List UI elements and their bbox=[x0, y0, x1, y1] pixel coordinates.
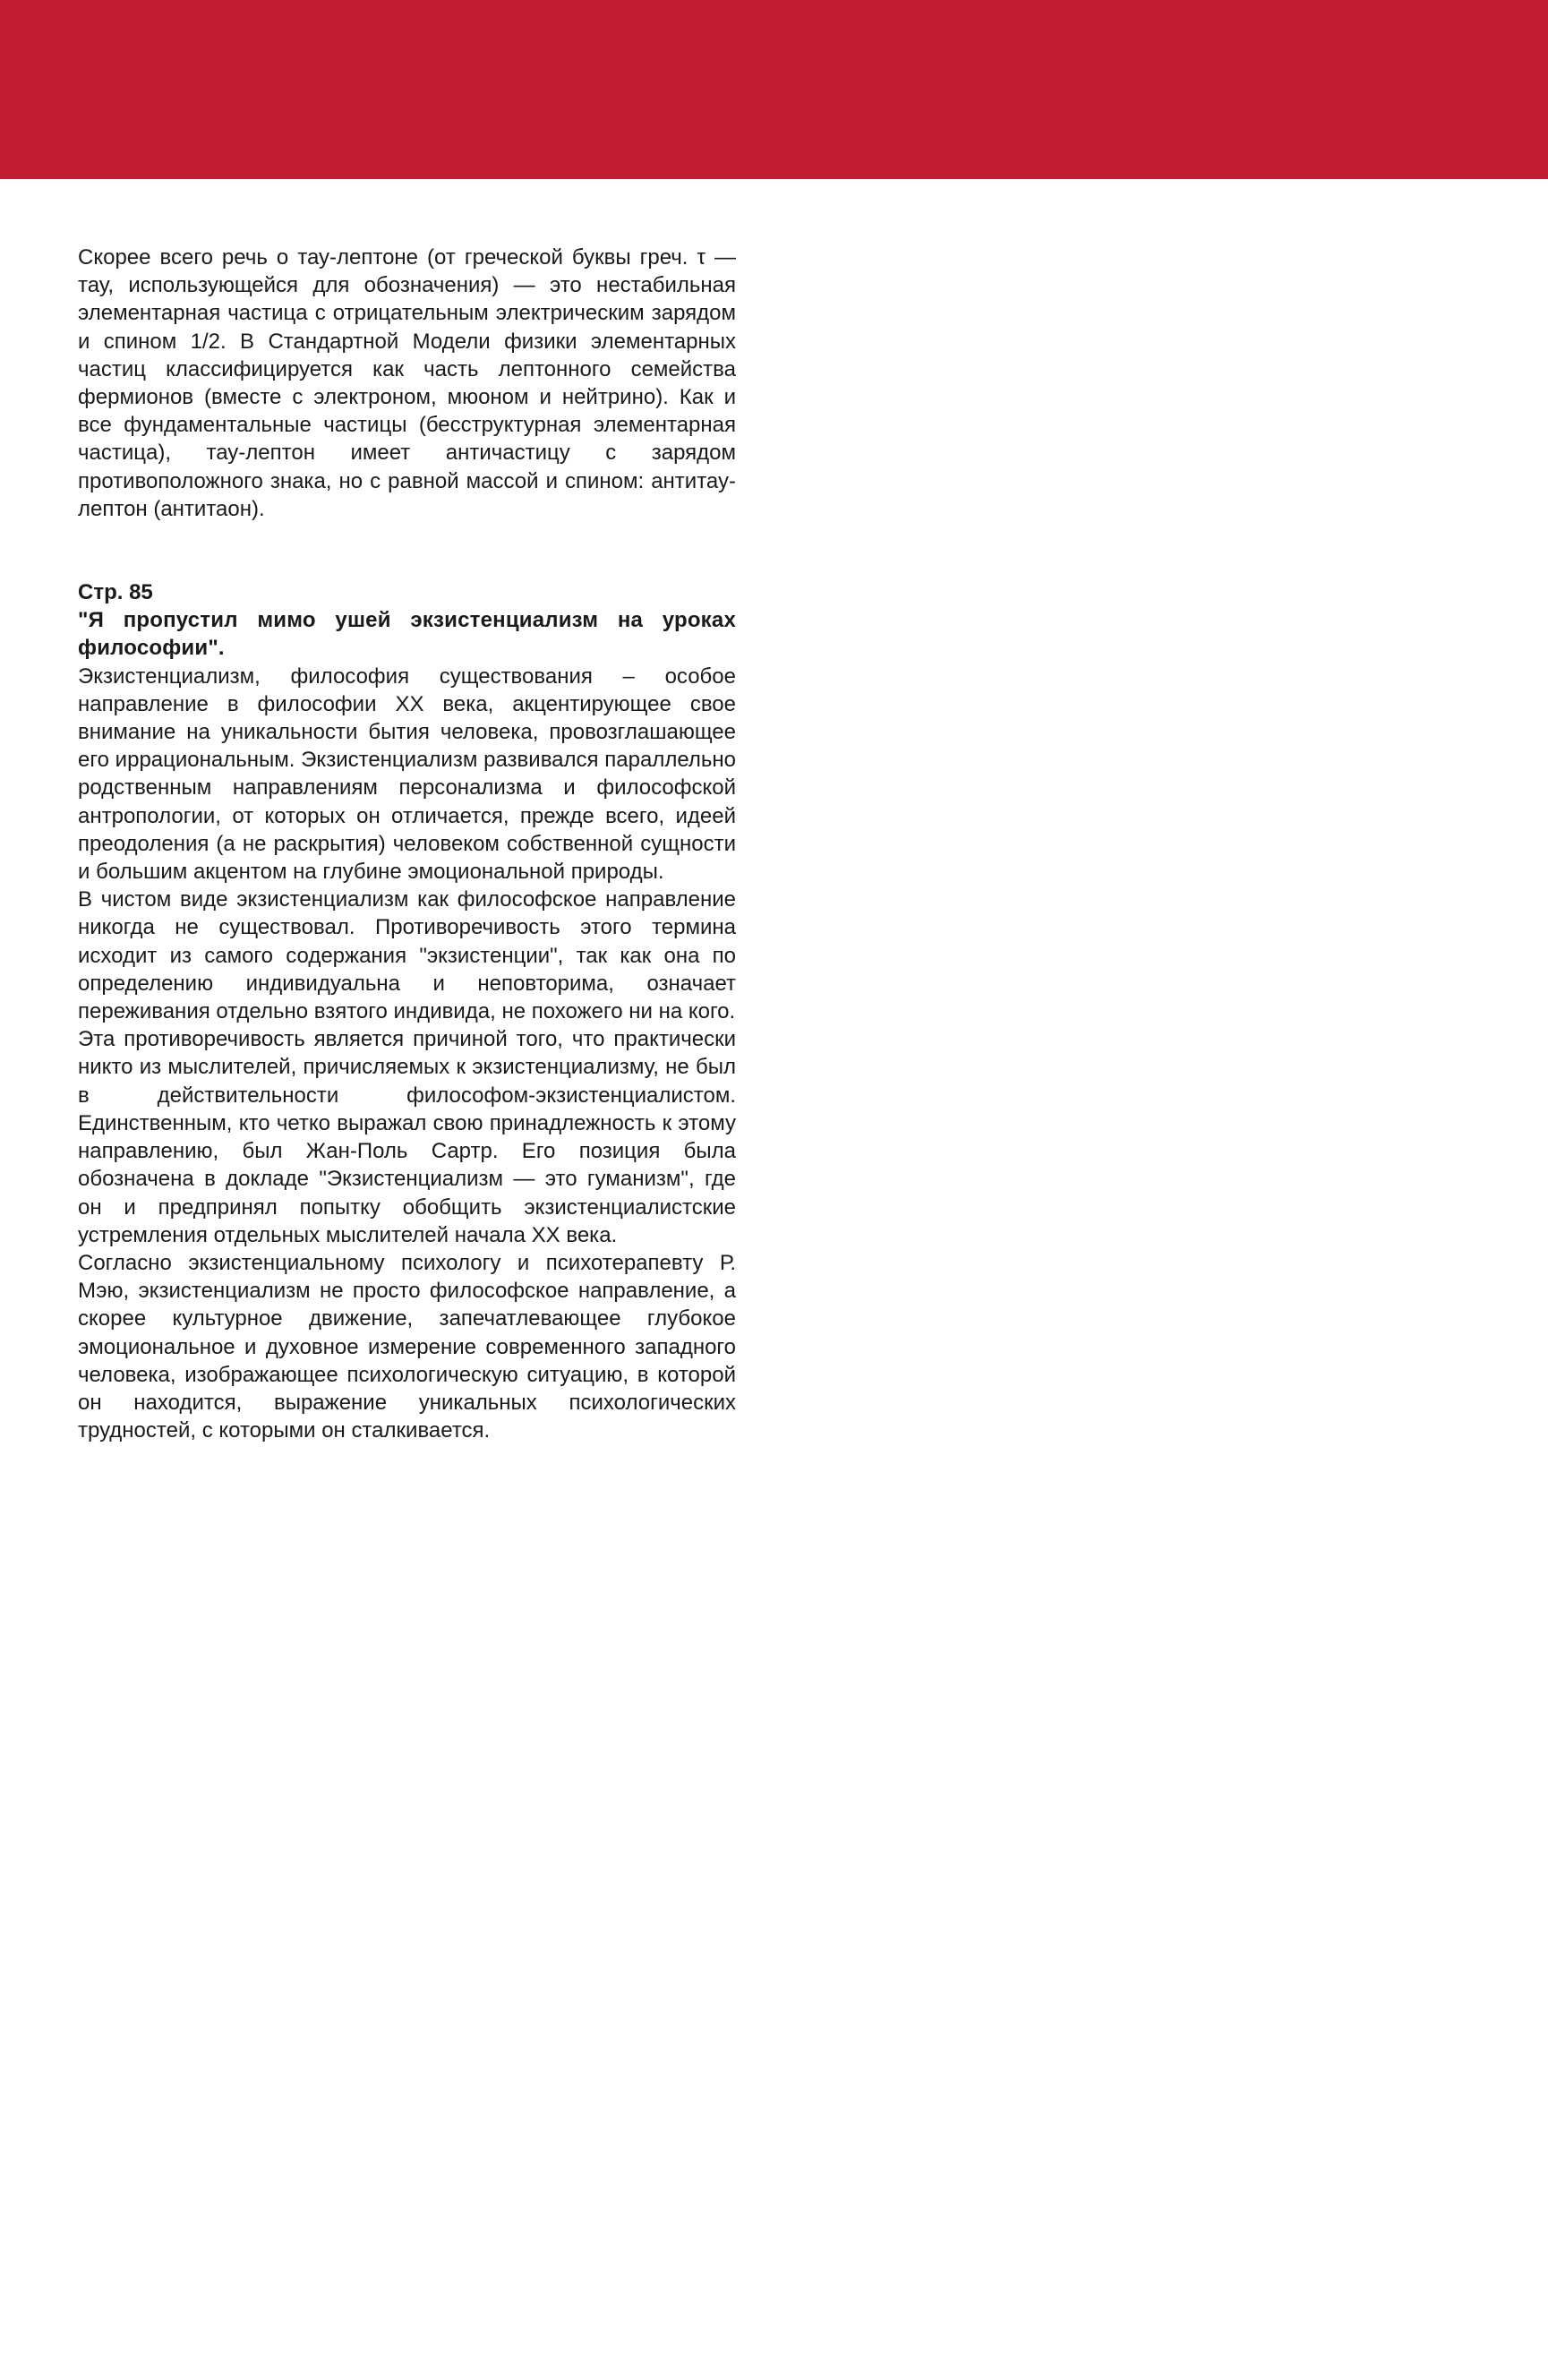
quote-heading: "Я пропустил мимо ушей экзистенциализм на уроках философии". bbox=[78, 608, 736, 661]
text-column bbox=[78, 244, 736, 1444]
section-gap bbox=[78, 523, 736, 578]
header-band bbox=[0, 0, 1548, 179]
existentialism-paragraph-2: В чистом виде экзистенциализм как философское направление никогда не существовал. Противоречивость этого термина исходит из самого содержания "экзистенции", так как она по определению индивидуальна и неповторима, означает переживания отдельно взятого индивида, не похожего ни на кого. bbox=[78, 887, 736, 1024]
existentialism-paragraph-3: Эта противоречивость является причиной того, что практически никто из мыслителей, причисляемых к экзистенциализму, не был в действительности философом-экзистенциалистом. Единственным, кто четко выражал свою принадлежность к этому направлению, был Жан-Поль Сартр. Его позиция была обозначена в докладе "Экзистенциализм — это гуманизм", где он и предпринял попытку обобщить экзистенциалистские устремления отдельных мыслителей начала XX века. bbox=[78, 1027, 736, 1247]
existentialism-paragraph-1: Экзистенциализм, философия существования – особое направление в философии XX века, акцентирующее свое внимание на уникальности бытия человека, провозглашающее его иррациональным. Экзистенциализм развивался параллельно родственным направлениям персонализма и философской антропологии, от которых он отличается, прежде всего, идеей преодоления (а не раскрытия) человеком собственной сущности и большим акцентом на глубине эмоциональной природы. bbox=[78, 663, 736, 885]
tau-lepton-note: Скорее всего речь о тау-лептоне (от греческой буквы греч. τ — тау, использующейся для обозначения) — это нестабильная элементарная частица с отрицательным электрическим зарядом и спином 1/2. В Стандартной Модели физики элементарных частиц классифицируется как часть лептонного семейства фермионов (вместе с электроном, мюоном и нейтрино). Как и все фундаментальные частицы (бесструктурная элементарная частица), тау-лептон имеет античастицу с зарядом противоположного знака, но с равной массой и спином: антитау-лептон (антитаон). bbox=[78, 245, 736, 521]
page-reference: Стр. 85 bbox=[78, 580, 153, 605]
existentialism-paragraph-4: Согласно экзистенциальному психологу и психотерапевту Р. Мэю, экзистенциализм не просто философское направление, а скорее культурное движение, запечатлевающее глубокое эмоциональное и духовное измерение современного западного человека, изображающее психологическую ситуацию, в которой он находится, выражение уникальных психологических трудностей, с которыми он сталкивается. bbox=[78, 1250, 736, 1443]
